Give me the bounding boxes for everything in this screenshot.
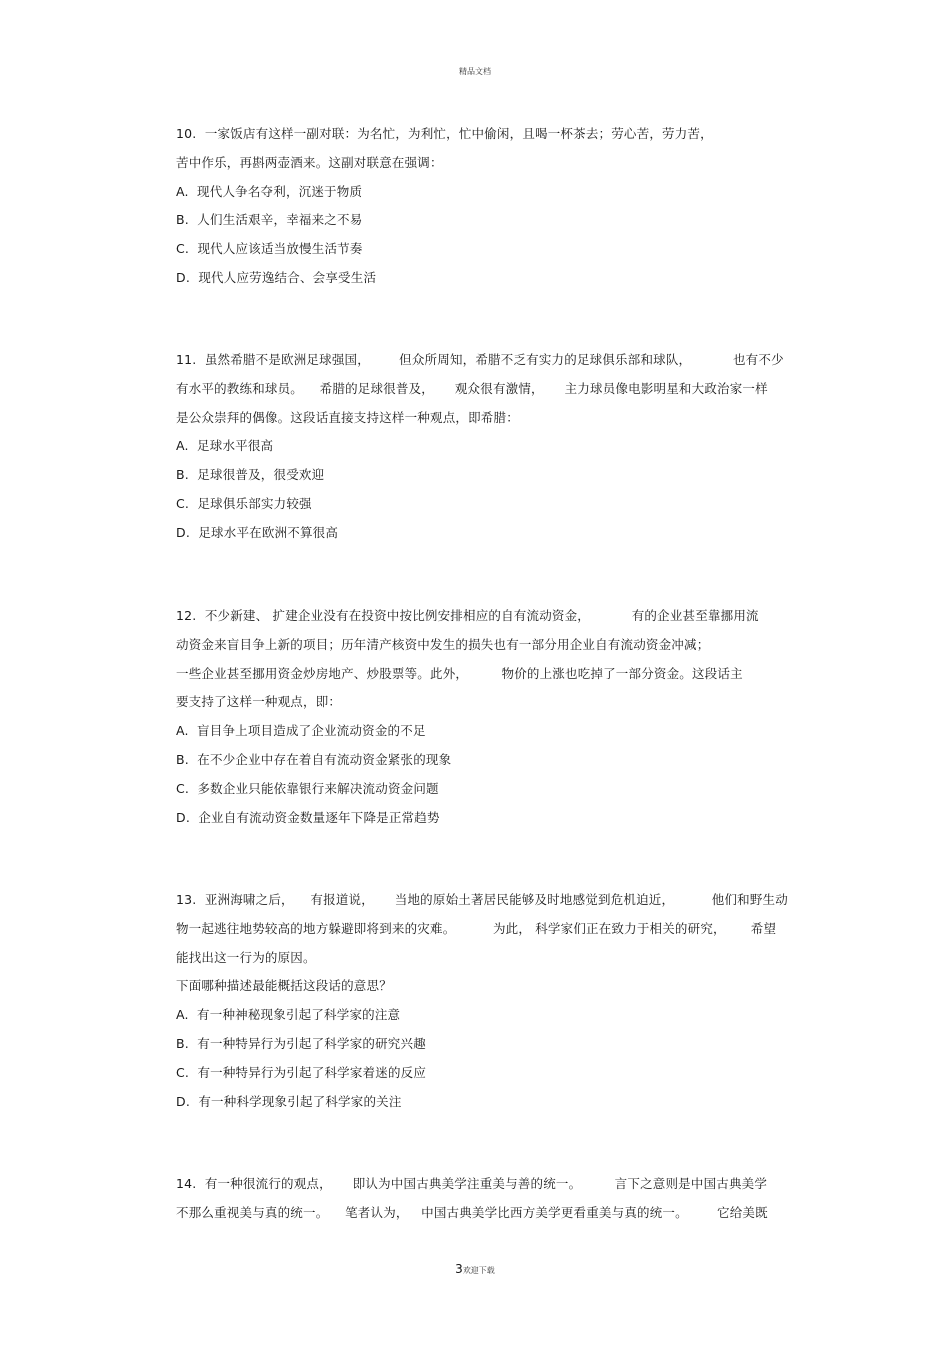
answer-option: C. 有一种特异行为引起了科学家着迷的反应 xyxy=(176,1064,427,1080)
answer-option: C. 足球俱乐部实力较强 xyxy=(176,496,312,511)
answer-option: D. 足球水平在欧洲不算很高 xyxy=(176,524,339,540)
page-footer xyxy=(0,1262,950,1276)
question-text-line: 能找出这一行为的原因。 xyxy=(176,949,316,965)
answer-option: B. 在不少企业中存在着自有流动资金紧张的现象 xyxy=(176,752,452,767)
question-text-line: 11. 虽然希腊不是欧洲足球强国， 但众所周知，希腊不乏有实力的足球俱乐部和球队， 也有不少 xyxy=(176,352,784,367)
question-text-line: 14. 有一种很流行的观点， 即认为中国古典美学注重美与善的统一。 言下之意则是中国古典美学 xyxy=(176,1176,768,1191)
answer-option: A. 盲目争上项目造成了企业流动资金的不足 xyxy=(176,723,426,739)
question-text-line: 有水平的教练和球员。 希腊的足球很普及， 观众很有激情， 主力球员像电影明星和大政治家一样 xyxy=(176,380,768,396)
answer-option: A. 有一种神秘现象引起了科学家的注意 xyxy=(176,1007,401,1023)
answer-option: C. 现代人应该适当放慢生活节奏 xyxy=(176,241,363,257)
question-text-line: 10. 一家饭店有这样一副对联：为名忙，为利忙，忙中偷闲，且喝一杯茶去；劳心苦，劳力苦， xyxy=(176,126,713,141)
answer-option: D. 有一种科学现象引起了科学家的关注 xyxy=(176,1093,402,1109)
page-header: 精品文档 xyxy=(459,67,491,76)
question-text-line: 13. 亚洲海啸之后， 有报道说， 当地的原始土著居民能够及时地感觉到危机迫近， 他们和野生动 xyxy=(176,892,788,907)
answer-option: A. 足球水平很高 xyxy=(176,438,274,454)
answer-option: B. 人们生活艰辛，幸福来之不易 xyxy=(176,212,363,228)
footer-text: 欢迎下载 xyxy=(462,1266,495,1275)
answer-option: C. 多数企业只能依靠银行来解决流动资金问题 xyxy=(176,780,439,796)
page-number: 3 xyxy=(455,1262,463,1276)
question-text-line: 苦中作乐，再斟两壶酒来。这副对联意在强调： xyxy=(176,154,443,170)
question-text-line: 下面哪种描述最能概括这段话的意思？ xyxy=(176,978,392,994)
question-text-line: 物一起逃往地势较高的地方躲避即将到来的灾难。 为此， 科学家们正在致力于相关的研究， 希望 xyxy=(176,920,777,936)
answer-option: A. 现代人争名夺利，沉迷于物质 xyxy=(176,183,363,199)
answer-option: B. 足球很普及，很受欢迎 xyxy=(176,467,325,483)
question-text-line: 动资金来盲目争上新的项目；历年清产核资中发生的损失也有一部分用企业自有流动资金冲减； xyxy=(176,636,710,652)
question-text-line: 是公众崇拜的偶像。这段话直接支持这样一种观点，即希腊： xyxy=(176,409,519,425)
answer-option: D. 现代人应劳逸结合、会享受生活 xyxy=(176,270,377,285)
answer-option: B. 有一种特异行为引起了科学家的研究兴趣 xyxy=(176,1036,426,1051)
question-text-line: 一些企业甚至挪用资金炒房地产、炒股票等。此外， 物价的上涨也吃掉了一部分资金。这段话主 xyxy=(176,665,743,681)
question-text-line: 不那么重视美与真的统一。 笔者认为， 中国古典美学比西方美学更看重美与真的统一。 它给美既 xyxy=(176,1204,768,1220)
answer-option: D. 企业自有流动资金数量逐年下降是正常趋势 xyxy=(176,809,440,825)
question-text-line: 要支持了这样一种观点，即： xyxy=(176,694,342,710)
question-text-line: 12. 不少新建、 扩建企业没有在投资中按比例安排相应的自有流动资金， 有的企业甚至靠挪用流 xyxy=(176,608,759,623)
